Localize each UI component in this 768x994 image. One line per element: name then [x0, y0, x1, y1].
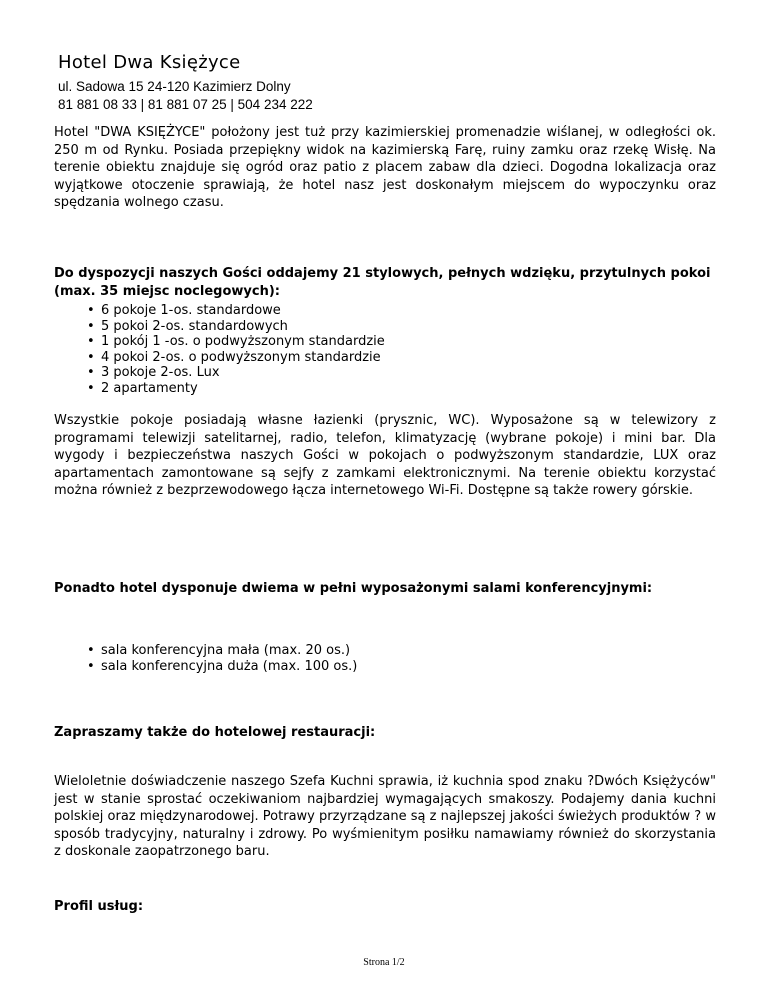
list-item: • 1 pokój 1 -os. o podwyższonym standardzie	[87, 334, 385, 350]
list-item: • 2 apartamenty	[87, 381, 385, 397]
hotel-address: ul. Sadowa 15 24-120 Kazimierz Dolny	[58, 79, 291, 94]
page-number: Strona 1/2	[363, 957, 405, 968]
rooms-heading: Do dyspozycji naszych Gości oddajemy 21 stylowych, pełnych wdzięku, przytulnych pokoi (max. 35 miejsc noclegowych):	[54, 266, 711, 299]
services-heading: Profil usług:	[54, 899, 144, 914]
rooms-description: Wszystkie pokoje posiadają własne łazienki (prysznic, WC). Wyposażone są w telewizory z programami telewizji satelitarnej, radio, telefon, klimatyzację (wybrane pokoje) i mini bar. Dla wygody i bezpieczeństwa naszych Gości w pokojach o podwyższonym standardzie, LUX oraz apartamentach zamontowane są sejfy z zamkami elektronicznymi. Na terenie obiektu korzystać można również z bezprzewodowego łącza internetowego Wi-Fi. Dostępne są także rowery górskie.	[54, 413, 716, 498]
restaurant-paragraph: Wieloletnie doświadczenie naszego Szefa Kuchni sprawia, iż kuchnia spod znaku ?Dwóch Księżyców" jest w stanie sprostać oczekiwaniom najbardziej wymagających smakoszy. Podajemy dania kuchni polskiej oraz międzynarodowej. Potrawy przyrządzane są z najlepszej jakości świeżych produktów ? w sposób tradycyjny, naturalny i zdrowy. Po wyśmienitym posiłku namawiamy również do skorzystania z doskonale zaopatrzonego baru.	[54, 774, 716, 859]
list-item: • 5 pokoi 2-os. standardowych	[87, 319, 385, 335]
conference-heading: Ponadto hotel dysponuje dwiema w pełni wyposażonymi salami konferencyjnymi:	[54, 581, 653, 596]
list-item: • 6 pokoje 1-os. standardowe	[87, 303, 385, 319]
restaurant-heading: Zapraszamy także do hotelowej restauracji:	[54, 725, 376, 740]
list-item: • sala konferencyjna duża (max. 100 os.)	[87, 659, 357, 675]
hotel-title: Hotel Dwa Księżyce	[58, 52, 241, 73]
list-item: • sala konferencyjna mała (max. 20 os.)	[87, 643, 357, 659]
hotel-phones: 81 881 08 33 | 81 881 07 25 | 504 234 222	[58, 97, 313, 112]
list-item: • 4 pokoi 2-os. o podwyższonym standardzie	[87, 350, 385, 366]
list-item: • 3 pokoje 2-os. Lux	[87, 365, 385, 381]
rooms-list	[87, 303, 385, 397]
intro-paragraph: Hotel "DWA KSIĘŻYCE" położony jest tuż przy kazimierskiej promenadzie wiślanej, w odległości ok. 250 m od Rynku. Posiada przepiękny widok na kazimierską Farę, ruiny zamku oraz rzekę Wisłę. Na terenie obiektu znajduje się ogród oraz patio z placem zabaw dla dzieci. Dogodna lokalizacja oraz wyjątkowe otoczenie sprawiają, że hotel nasz jest doskonałym miejscem do wypoczynku oraz spędzania wolnego czasu.	[54, 125, 716, 210]
conference-list	[87, 643, 357, 674]
